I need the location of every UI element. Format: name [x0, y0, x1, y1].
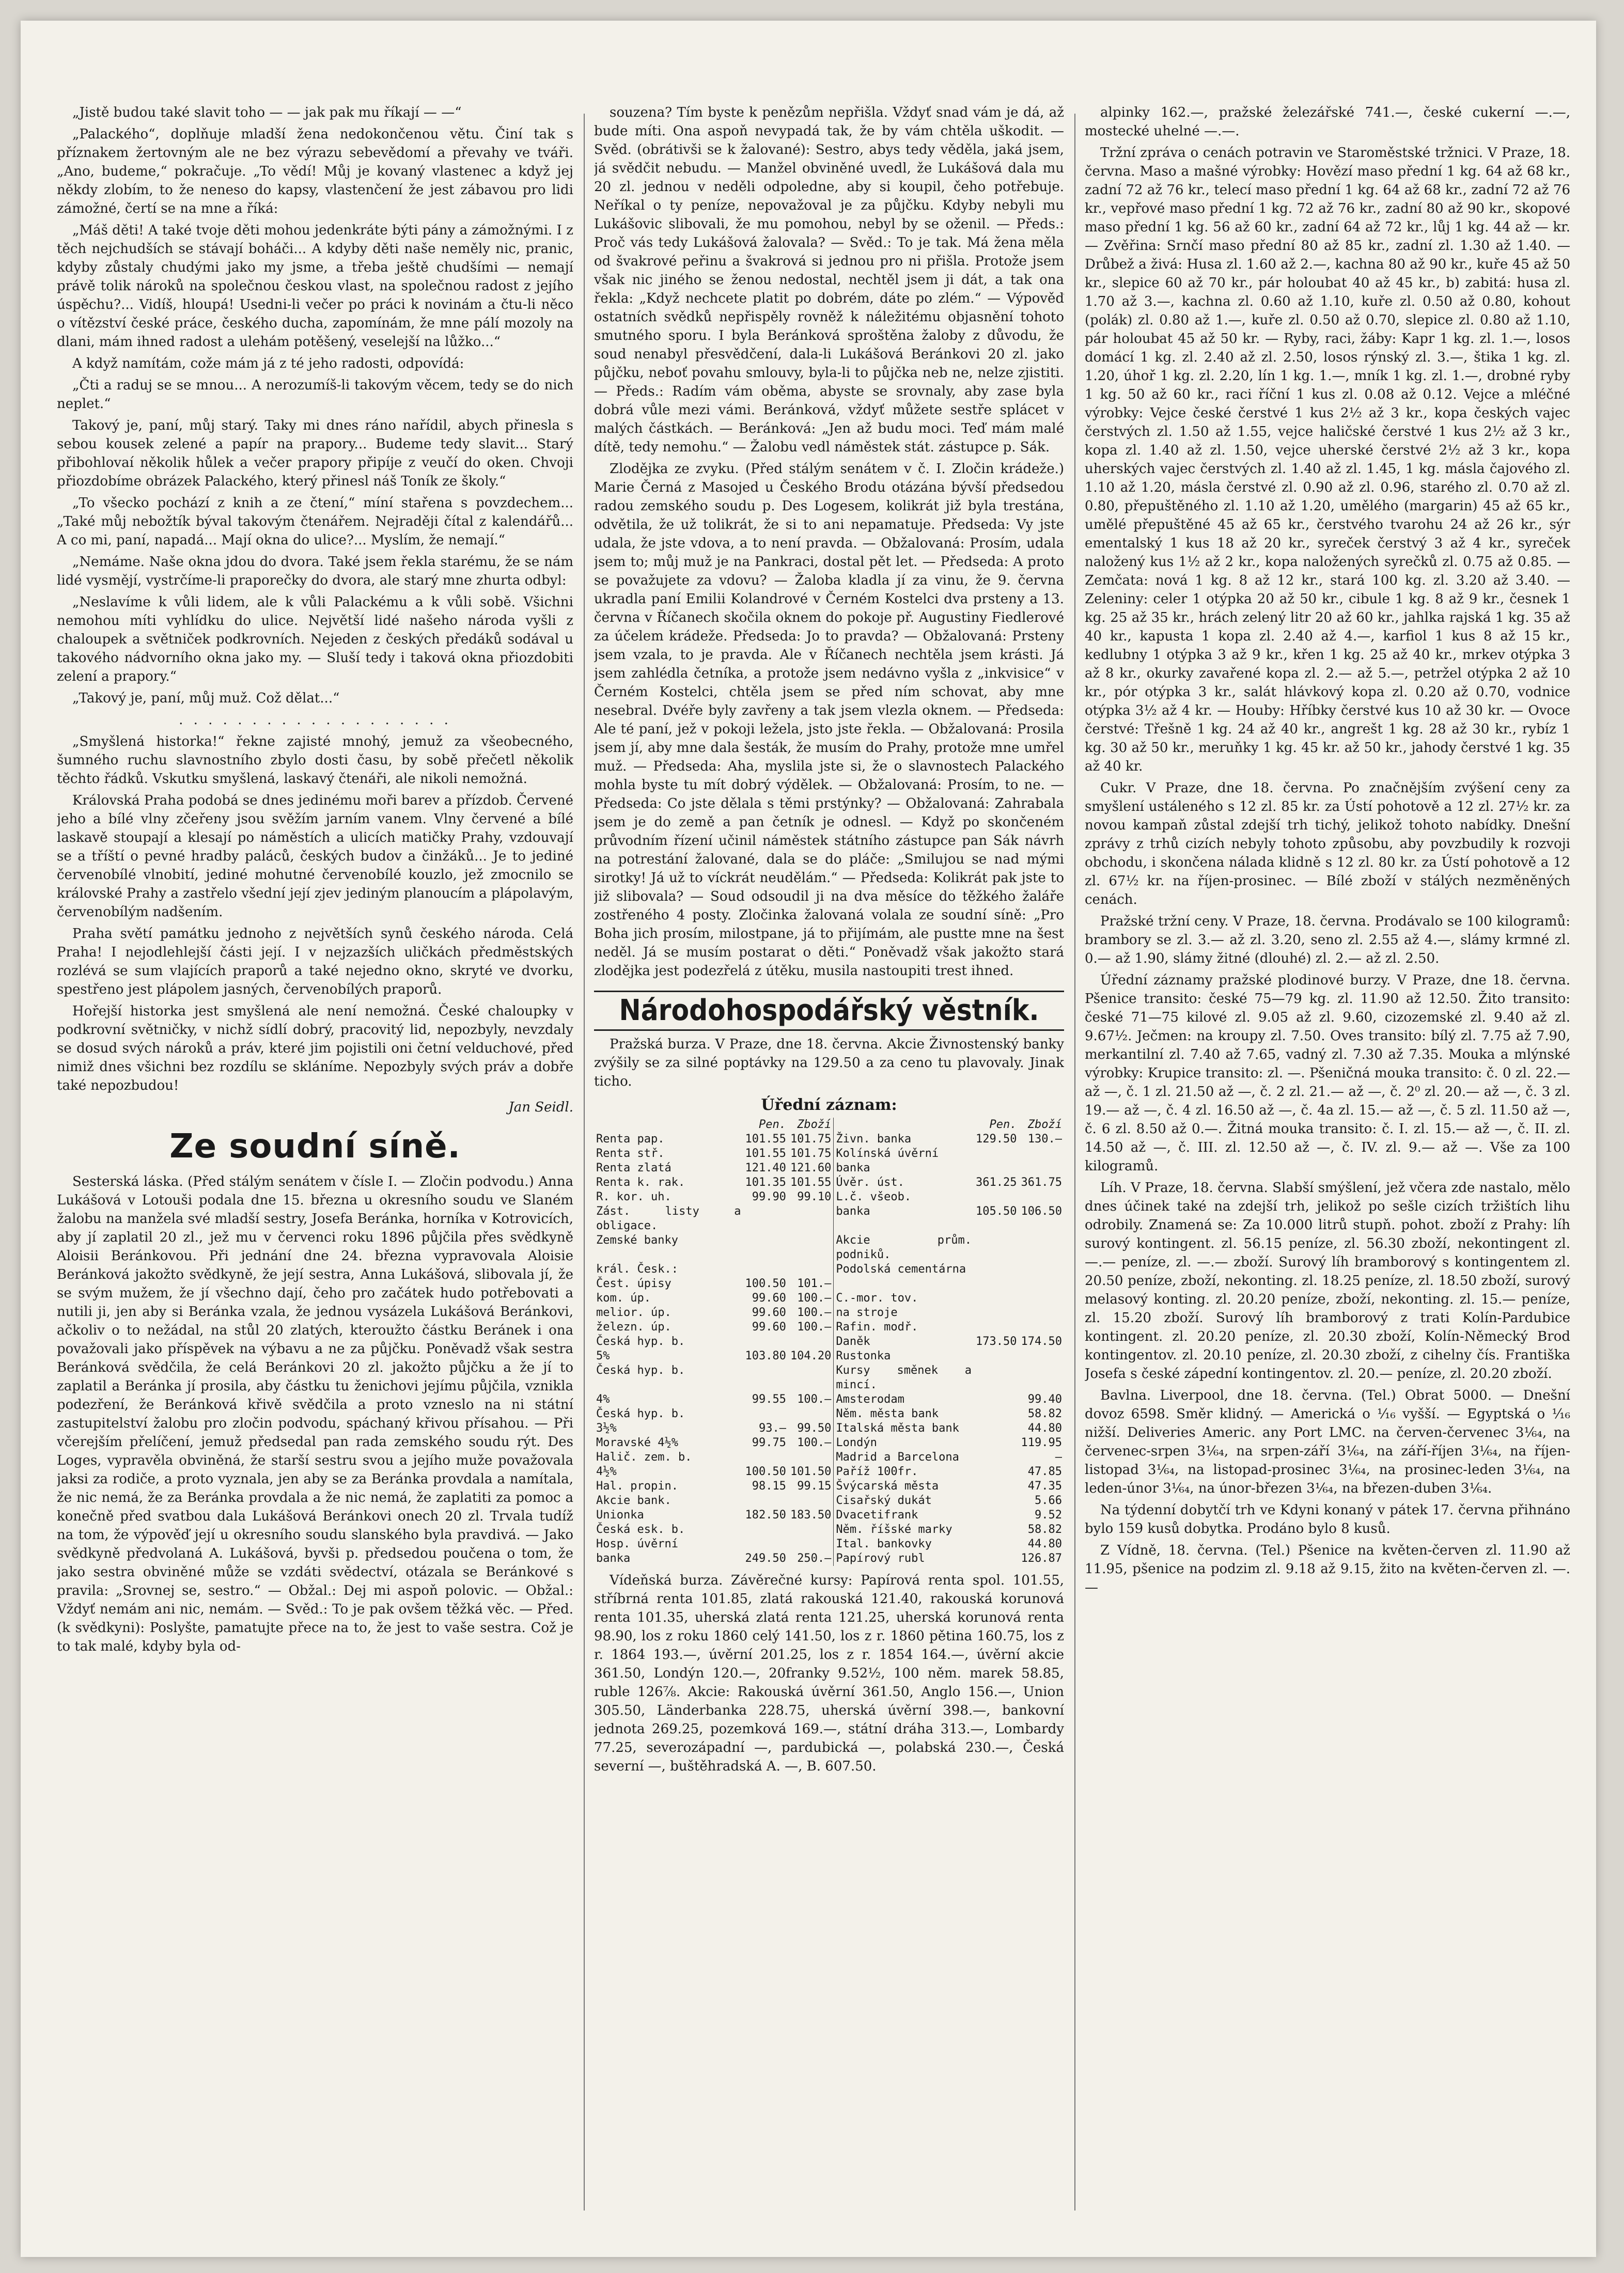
- table-cell: 106.50: [1021, 1205, 1062, 1218]
- table-row: [594, 1494, 1064, 1508]
- table-cell: 101.75: [790, 1133, 832, 1146]
- table-row: [594, 1523, 1064, 1537]
- column-middle: [594, 103, 1064, 2216]
- table-row: [594, 1450, 1064, 1465]
- table-row: [594, 1161, 1064, 1175]
- table-cell: 121.60: [790, 1162, 832, 1174]
- paragraph: Hořejší historka jest smyšlená ale není nemožná. České chaloupky v podkrovní světničky, v nichž sídlí dobrý, pracovitý lid, nepozbyly, nevzdaly se dosud svých nároků a práv, které jim pojistili oni četní velduchové, před nimiž dnes všichni bez rozdílu se skláníme. Nepozbyly svých práv a dobře také nepozbudou!: [57, 1004, 573, 1093]
- table-cell: 100.50: [745, 1277, 786, 1290]
- table-cell: [974, 1494, 1019, 1508]
- table-cell: 5.66: [1035, 1494, 1062, 1507]
- table-cell: [743, 1450, 788, 1465]
- table-cell: železn. úp.: [596, 1321, 672, 1334]
- table-cell: [743, 1523, 788, 1537]
- table-cell: Akcie bank.: [596, 1494, 672, 1507]
- table-cell: 47.35: [1027, 1480, 1062, 1493]
- table-cell: [743, 1363, 788, 1392]
- table-header-cell: [594, 1118, 743, 1132]
- table-cell: R. kor. uh.: [596, 1190, 672, 1203]
- table-cell: kom. úp.: [596, 1292, 651, 1305]
- table-cell: 100.—: [797, 1436, 832, 1449]
- table-cell: [974, 1407, 1019, 1421]
- table-cell: 99.60: [752, 1306, 786, 1319]
- table-cell: 103.80: [745, 1350, 786, 1362]
- table-cell: [743, 1335, 788, 1349]
- paragraph: Praha světí památku jednoho z největších synů českého národa. Celá Praha! I nejodlehlejší části její. I v nejzazších uličkách předměstských rozlévá se sum vlajících praporů a také nejedno okno, skryté ve dvorku, spestřeno jest plápolem jasných, červenobílých praporů.: [57, 926, 573, 997]
- table-cell: [974, 1465, 1019, 1479]
- table-cell: 182.50: [745, 1509, 786, 1522]
- table-row: [594, 1190, 1064, 1204]
- paragraph: „Palackého“, doplňuje mladší žena nedokončenou větu. Činí tak s příznakem žertovným ale ne bez výrazu sebevědomí a převahy ve tváři. „Ano, budeme,“ pokračuje. „To vědí! Můj je kovaný vlastenec a když jej někdy zlobím, to že neneso do kapsy, vlastenčení že jest zábavou pro lidi zámožné, čertí se na mne a říká:: [57, 127, 573, 216]
- table-cell: Čest. úpisy: [596, 1277, 672, 1290]
- table-cell: na stroje: [834, 1306, 974, 1320]
- table-cell: 99.90: [752, 1190, 786, 1203]
- table-cell: L.č. všeob.: [834, 1190, 974, 1204]
- column-rule: [584, 114, 585, 2211]
- table-cell: 58.82: [1027, 1523, 1062, 1536]
- table-row: [594, 1436, 1064, 1450]
- paragraph: alpinky 162.—, pražské železářské 741.—, české cukerní —.—, mostecké uhelné —.—.: [1085, 105, 1570, 139]
- table-row: [594, 1233, 1064, 1262]
- table-cell: 119.95: [1021, 1436, 1062, 1449]
- table-cell: [788, 1537, 834, 1551]
- table-cell: [788, 1494, 834, 1508]
- table-cell: [788, 1407, 834, 1421]
- table-cell: Renta stř.: [596, 1147, 665, 1160]
- table-cell: Renta k. rak.: [596, 1176, 685, 1189]
- paragraph: „Neslavíme k vůli lidem, ale k vůli Palackému a k vůli sobě. Všichni nemohou míti vyhlídku do ulice. Největší lidé našeho národa vyšli z chaloupek a světniček podkrovních. Nejeden z českých předáků sodával u takového nádvorního okna jako my. — Sluší tedy i taková okna přiozdobiti zelení a prapory.“: [57, 594, 573, 684]
- table-cell: 99.75: [752, 1436, 786, 1449]
- table-cell: 44.80: [1027, 1422, 1062, 1435]
- paragraph: Pražské tržní ceny. V Praze, 18. června. Prodávalo se 100 kilogramů: brambory se zl. 3.— až zl. 3.20, seno zl. 2.55 až 4.—, slámy krmné zl. 0.— až 1.90, slámy žitné (dlouhé) zl. 2.— až zl. 2.50.: [1085, 914, 1570, 966]
- table-row: [594, 1349, 1064, 1363]
- table-cell: [974, 1306, 1019, 1320]
- table-cell: [1019, 1291, 1065, 1306]
- table-cell: Úvěr. úst.: [834, 1175, 974, 1190]
- table-cell: 101.55: [790, 1176, 832, 1189]
- table-cell: Rustonka: [834, 1349, 974, 1363]
- table-cell: 100.—: [797, 1393, 832, 1406]
- table-cell: [974, 1262, 1019, 1277]
- table-row: [594, 1363, 1064, 1392]
- paragraph: Cukr. V Praze, dne 18. června. Po značnějším zvýšení ceny za smyšlení ustáleného s 12 zl. 85 kr. za Ústí pohotově a 12 zl. 27½ kr. za novou kampaň zůstal zdejší trh tichý, jelikož tohoto nabídky. Dnešní zprávy z trhů cizích nebyly tohoto způsobu, aby povzbudily k rozvoji obchodu, i skončena nálada klidně s 12 zl. 80 kr. za Ústí pohotově a 12 zl. 67½ kr. na říjen-prosinec. — Bílé zboží v stálých nezměněných cenách.: [1085, 780, 1570, 907]
- table-cell: 101.55: [745, 1133, 786, 1146]
- paragraph: Bavlna. Liverpool, dne 18. června. (Tel.) Obrat 5000. — Dnešní dovoz 6598. Směr klidný. — Americká o ⅟₁₆ vyšší. — Egyptská o ⅟₁₆ nižší. Deliveries Americ. any Port LMC. na červen-červenec 3⅟₆₄, na červenec-srpen 3⅟₆₄, na srpen-září 3⅟₆₄, na září-říjen 3⅟₆₄, na říjen-listopad 3⅟₆₄, na listopad-prosinec 3⅟₆₄, na prosinec-leden 3⅟₆₄, na leden-únor 3⅟₆₄, na únor-březen 3⅟₆₄, na březen-duben 3⅟₆₄.: [1085, 1388, 1570, 1496]
- table-cell: Renta pap.: [596, 1133, 665, 1146]
- table-cell: [1019, 1320, 1065, 1335]
- table-cell: 100.—: [797, 1306, 832, 1319]
- table-cell: [974, 1508, 1019, 1523]
- table-cell: 44.80: [1027, 1538, 1062, 1550]
- table-cell: Něm. města bank: [834, 1407, 974, 1421]
- table-cell: 101.50: [790, 1465, 832, 1478]
- table-cell: [974, 1291, 1019, 1306]
- newspaper-page: [21, 21, 1596, 2257]
- paragraph: „Smyšlená historka!“ řekne zajisté mnohý, jemuž za všeobecného, šumného ruchu slavnostního zbylo dosti času, by sobě přečetl několik těchto řádků. Vskutku smyšlená, laskavý čtenáři, ale nikoli nemožná.: [57, 734, 573, 787]
- table-cell: Cisařský dukát: [834, 1494, 974, 1508]
- column-rule: [1074, 114, 1075, 2211]
- table-cell: [974, 1479, 1019, 1494]
- table-cell: 99.50: [797, 1422, 832, 1435]
- table-cell: [743, 1494, 788, 1508]
- table-row: [594, 1204, 1064, 1233]
- table-cell: Ital. bankovky: [834, 1537, 974, 1551]
- table-cell: Česká hyp. b.: [596, 1364, 685, 1377]
- table-row: [594, 1508, 1064, 1523]
- table-cell: [974, 1349, 1019, 1363]
- table-cell: [788, 1335, 834, 1349]
- table-row: [594, 1175, 1064, 1190]
- table-cell: 101.—: [797, 1277, 832, 1290]
- table-cell: Kursy směnek a mincí.: [834, 1363, 974, 1392]
- table-cell: [974, 1161, 1019, 1175]
- table-cell: 173.50: [976, 1335, 1017, 1348]
- paragraph: „To všecko pochází z knih a ze čtení,“ míní stařena s povzdechem... „Také můj nebožtík býval takovým čtenářem. Nejraději čítal z kalendářů... A co mi, paní, napadá... Mají okna do ulice?... Myslím, že nemají.“: [57, 495, 573, 548]
- table-cell: [974, 1320, 1019, 1335]
- table-cell: Hal. propin.: [596, 1480, 678, 1493]
- table-row: [594, 1306, 1064, 1320]
- paragraph: Na týdenní dobytčí trh ve Kdyni konaný v pátek 17. června přihnáno bylo 159 kusů dobytka. Prodáno bylo 8 kusů.: [1085, 1502, 1570, 1537]
- table-cell: [974, 1277, 1019, 1291]
- table-cell: [974, 1363, 1019, 1392]
- table-cell: [788, 1363, 834, 1392]
- table-cell: 100.50: [745, 1465, 786, 1478]
- paragraph: „Čti a raduj se se mnou... A nerozumíš-li takovým věcem, tedy se do nich neplet.“: [57, 378, 573, 412]
- official-record-heading: Úřední záznam:: [761, 1096, 897, 1114]
- table-cell: Paříž 100fr.: [834, 1465, 974, 1479]
- table-cell: Daněk: [834, 1335, 974, 1349]
- paragraph: Z Vídně, 18. června. (Tel.) Pšenice na květen-červen zl. 11.90 až 11.95, pšenice na podzim zl. 9.18 až 9.15, žito na květen-červen zl. —.—: [1085, 1543, 1570, 1595]
- table-cell: [788, 1450, 834, 1465]
- table-cell: Zemské banky: [596, 1234, 678, 1247]
- table-cell: 174.50: [1021, 1335, 1062, 1348]
- table-row: [594, 1132, 1064, 1147]
- table-cell: —: [1055, 1451, 1062, 1464]
- table-header-cell: [834, 1118, 974, 1132]
- table-cell: 99.10: [797, 1190, 832, 1203]
- table-row: [594, 1537, 1064, 1551]
- paragraph: A když namítám, cože mám já z té jeho radosti, odpovídá:: [72, 356, 464, 371]
- table-cell: [974, 1537, 1019, 1551]
- table-row: [594, 1407, 1064, 1421]
- table-cell: 100.—: [797, 1292, 832, 1305]
- table-cell: 3½%: [596, 1422, 617, 1435]
- table-cell: 361.75: [1021, 1176, 1062, 1189]
- paragraph: Královská Praha podobá se dnes jedinému moři barev a přízdob. Červené jeho a bílé vlny zčeřeny jsou svěžím jarním vanem. Vlny červené a bílé laskavě stoupají a klesají po náměstích a ulicích matičky Prahy, vzdouvají se a tříští o pevné hradby paláců, českých budov a činžáků... Je to jediné červenobílé vlnobití, jediné mohutné červenobílé kouzlo, jež zmocnilo se královské Prahy a zastřelo všední její zjev jediným planoucím a plápolavým, červenobílým nadšením.: [57, 793, 573, 920]
- table-header-cell: Pen.: [989, 1118, 1017, 1131]
- table-cell: 129.50: [976, 1133, 1017, 1146]
- table-cell: 4%: [596, 1393, 610, 1406]
- column-left: [57, 103, 573, 2216]
- table-cell: banka: [596, 1552, 631, 1565]
- table-cell: 121.40: [745, 1162, 786, 1174]
- author-signature: Jan Seidl.: [508, 1100, 573, 1115]
- table-cell: [743, 1537, 788, 1551]
- paragraph: „Jistě budou také slavit toho — — jak pak mu říkají — —“: [72, 105, 462, 120]
- table-header-row: [594, 1118, 1064, 1132]
- table-cell: [788, 1523, 834, 1537]
- paragraph: Zlodějka ze zvyku. (Před stálým senátem v č. I. Zločin krádeže.) Marie Černá z Masojed u Českého Brodu otázána bývší předsedou radou zemského soudu p. Des Logesem, kolikrát již byla trestána, odvětila, že už tolikrát, že si to ani nepamatuje. Předseda: Vy jste udala, že jste vdova, a to není pravda. — Obžalovaná: Prosím, udala jsem to; můj muž je na Pankraci, dostal pět let. — Předseda: A proto se považujete za vdovu? — Žaloba kladla jí za vinu, že 9. června ukradla paní Emilii Kolandrové v Černém Kostelci dva prsteny a 13. června v Říčanech skočila oknem do pokoje př. Augustiny Fiedlerové za účelem krádeže. Předseda: Jo to pravda? — Obžalovaná: Prsteny jsem vzala, to je pravda. Ale v Říčanech nechtěla jsem krásti. Já jsem zahlédla četníka, a protože jsem nedávno vyšla z „inkvisice“ v Černém Kostelci, chtěla jsem se před ním schovat, aby mne nesebral. Dvéře byly zavřeny a tak jsem vlezla oknem. — Předseda: Ale té paní, jež v pokoji ležela, jsto jste řekla. — Obžalovaná: Prosila jsem jí, aby mne dala šesták, že musím do Prahy, protože mne umřel muž. — Předseda: Aha, myslila jste si, že o slavnostech Palackého mohla byste tu mít dobrý výdělek. — Obžalovaná: Prosím, to ne. — Předseda: Co jste dělala s těmi prstýnky? — Obžalovaná: Zahrabala jsem je do země a pan četník je odnesl. — Když po skončeném průvodním řízení učinil náměstek státního zástupce pan Sák návrh na potrestání žalované, dala se do pláče: „Smilujou se nad mými sirotky! Já už to víckrát neudělám.“ — Předseda: Kolikrát pak jste to již slibovala? — Soud odsoudil ji na dva měsíce do těžkého žaláře zostřeného 4 posty. Zločinka žalovaná volala ze soudní síně: „Pro Boha jich prosím, milostpane, já to přijímám, ale pustte mne na šest neděl. Já se musím postarat o děti.“ Poněvadž však jakožto stará zlodějka jest podezřelá z útěku, musila nastoupiti trest ihned.: [594, 461, 1064, 979]
- table-cell: [788, 1233, 834, 1262]
- paragraph: „Nemáme. Naše okna jdou do dvora. Také jsem řekla starému, že se nám lidé vysmějí, vystrčíme-li praporečky do dvora, ale starý mne zhurta odbyl:: [57, 554, 573, 588]
- table-cell: [788, 1204, 834, 1233]
- table-cell: [1019, 1147, 1065, 1161]
- table-cell: [1019, 1363, 1065, 1392]
- table-cell: [974, 1392, 1019, 1407]
- table-cell: 47.85: [1027, 1465, 1062, 1478]
- paragraph: Vídeňská burza. Závěrečné kursy: Papírová renta spol. 101.55, stříbrná renta 101.85, zlatá rakouská 121.40, rakouská korunová renta 101.35, uherská zlatá renta 121.25, uherská korunová renta 98.90, los z roku 1860 celý 141.50, los z r. 1860 pětina 160.75, los z r. 1864 193.—, úvěrní 201.25, los z r. 1854 164.—, úvěrní akcie 361.50, Londýn 120.—, 20franky 9.52½, 100 něm. marek 58.85, ruble 126⅞. Akcie: Rakouská úvěrní 361.50, Anglo 156.—, Union 305.50, Länderbanka 228.75, uherská úvěrní 398.—, bankovní jednota 269.25, pozemková 169.—, státní dráha 313.—, Lombardy 77.25, severozápadní —, pardubická —, polabská 230.—, Česká severní —, buštěhradská A. —, B. 607.50.: [594, 1573, 1064, 1774]
- table-cell: 249.50: [745, 1552, 786, 1565]
- table-cell: Česká esk. b.: [596, 1523, 685, 1536]
- table-cell: [1019, 1262, 1065, 1277]
- table-cell: Kolínská úvěrní: [834, 1147, 974, 1161]
- table-cell: C.-mor. tov.: [834, 1291, 974, 1306]
- table-row: [594, 1291, 1064, 1306]
- table-cell: Papírový rubl: [834, 1551, 974, 1566]
- table-row: [594, 1465, 1064, 1479]
- column-right: [1085, 103, 1570, 2216]
- table-cell: 99.40: [1027, 1393, 1062, 1406]
- table-cell: [974, 1436, 1019, 1450]
- paragraph: Úřední záznamy pražské plodinové burzy. V Praze, dne 18. června. Pšenice transito: české 75—79 kg. zl. 11.90 až 12.50. Žito transito: české 71—75 kilové zl. 9.05 až zl. 9.60, cizozemské zl. 9.40 až zl. 9.67½. Ječmen: na kroupy zl. 7.50. Oves transito: bílý zl. 7.75 až 7.90, merkantilní zl. 7.40 až 7.65, vadný zl. 7.30 až 7.35. Mouka a mlýnské výrobky: Krupice transito: zl. —. Pšeničná mouka transito: č. 0 zl. 22.— až —, č. 1 zl. 21.50 až —, č. 2 zl. 21.— až —, č. 2⁰ zl. 20.— až —, č. 3 zl. 19.— až —, č. 4 zl. 16.50 až —, č. 4a zl. 15.— až —, č. 5 zl. 11.50 až —, č. 6 zl. 8.50 až 0.—. Žitná mouka transito: č. I. zl. 15.— až —, č. II. zl. 14.50 až —, č. III. zl. 12.50 až —, č. IV. zl. 9.— až —. Vše za 100 kilogramů.: [1085, 973, 1570, 1174]
- paragraph: Líh. V Praze, 18. června. Slabší smýšlení, jež včera zde nastalo, mělo dnes účinek také na zdejší trh, jelikož po sešle cizích tržištích lihu odrobily. Znamená se: Za 10.000 litrů stupň. pohot. zboží z Prahy: líh surový kontingent. zl. 56.15 peníze, zl. 56.30 zboží, nekontingent zl. —.— peníze, zl. —.— zboží. Surový líh bramborový s kontingentem zl. 20.50 peníze, zboží, nekonting. zl. 18.25 peníze, zl. 18.50 zboží, surový melasový konting. zl. 20.20 peníze, zboží, nekonting. zl. 15.— peníze, zl. 15.20 zboží. Surový líh bramborový z trati Kolín-Pardubice kontingent. zl. 20.20 peníze, zl. 20.30 zboží, Kolín-Německý Brod kontingentov. zl. 20.10 peníze, zl. 20.30 zboží, z cihelny čís. Františka Josefa s české zápední kontingentov. zl. 20.— peníze, zl. 20.20 zboží.: [1085, 1180, 1570, 1382]
- table-cell: [974, 1233, 1019, 1262]
- table-cell: 104.20: [790, 1350, 832, 1362]
- table-cell: melior. úp.: [596, 1306, 672, 1319]
- table-row: [594, 1262, 1064, 1277]
- table-cell: Něm. říšské marky: [834, 1523, 974, 1537]
- table-row: [594, 1335, 1064, 1349]
- paragraph: Sesterská láska. (Před stálým senátem v čísle I. — Zločin podvodu.) Anna Lukášová v Lotouši podala dne 15. března u okresního soudu ve Slaném žalobu na manžela své mladší sestry, Josefa Beránka, horníka v Kotrovicích, aby jí zaplatil 20 zl., jež mu v červenci roku 1896 půjčila přes svědkyně Aloisii Beránkovou. Při jednání dne 24. března vypravovala Aloisie Beránková jakožto svědkyně, že její sestra, Anna Lukášová, slibovala jí, že se svým mužem, že jí všechno dají, čeho pro začátek hudo potřebovati a nutili ji, jen aby si Beránka vzala, že jednou vysázela Lukášová Beránkovi, ačkoliv o to nežádal, na stůl 20 zlatých, kteroužto částku Beránek i ona považovali jako příspěvek na výbavu a ne za půjčku. Poněvadž však sestra Beránková svědčila, že celá Beránkovi 20 zl. jakožto půjčku a že jí to zaplatil a Beránka jí prosila, aby částku tu ženichovi jejímu půjčila, vznikla podezření, že Beránková křivě svědčila a proto vzneslo na ni státní zastupitelství žalobu pro zločin podvodu, spáchaný křivou přísahou. — Při včerejším přelíčení, jemuž předsedal pan rada zemského soudu rýt. Des Loges, vypravěla obviněná, že starší sestru svou a jejího muže považovala jaksi za rodiče, a proto vyznala, jen aby se za Beránka provdala a namítala, že nic nemá, že za Beránka provdala a že nic nemá, že zaplatiti za pomoc a konečně před svatbou dala Lukášová Beránkovi onech 20 zl. Trvala tudíž na tom, že výpověď její u okresního soudu slanského byla pravdivá. — Jako svědkyně předvolaná A. Lukášová, byvši p. předsedou poučena o tom, že jako sestra obviněné může se vzdáti svědectví, otázala se Beránkové s pravila: „Srovnej se, sestro.“ — Obžal.: Dej mi aspoň polovic. — Obžal.: Vždyť nemám ani nic, nemám. — Svěd.: To je pak ovšem těžká věc. — Před. (k svědkyni): Poslyšte, pamatujte přece na to, že jest to vaše sestra. Což je to tak malé, kdyby byla od-: [57, 1174, 573, 1654]
- table-row: [594, 1277, 1064, 1291]
- economic-bulletin-title: Národohospodářský věstník.: [594, 991, 1064, 1031]
- table-cell: [1019, 1233, 1065, 1262]
- exchange-table: [594, 1118, 1064, 1566]
- table-row: [594, 1421, 1064, 1436]
- table-cell: [1019, 1306, 1065, 1320]
- table-cell: [743, 1407, 788, 1421]
- table-cell: 361.25: [976, 1176, 1017, 1189]
- table-cell: 101.35: [745, 1176, 786, 1189]
- table-cell: [1019, 1161, 1065, 1175]
- table-cell: banka: [834, 1161, 974, 1175]
- table-cell: Madrid a Barcelona: [834, 1450, 974, 1465]
- table-header-cell: Zboží: [797, 1118, 832, 1131]
- table-cell: banka: [834, 1204, 974, 1233]
- table-header-cell: Pen.: [758, 1118, 786, 1131]
- table-cell: Hosp. úvěrní: [596, 1538, 678, 1550]
- table-cell: král. Česk.:: [596, 1263, 678, 1276]
- table-cell: [1019, 1277, 1065, 1291]
- table-row: [594, 1392, 1064, 1407]
- table-cell: 99.55: [752, 1393, 786, 1406]
- table-cell: Česká hyp. b.: [596, 1335, 685, 1348]
- table-cell: [974, 1190, 1019, 1204]
- table-cell: Švýcarská města: [834, 1479, 974, 1494]
- table-row: [594, 1147, 1064, 1161]
- table-cell: 93.—: [758, 1422, 786, 1435]
- table-cell: [974, 1147, 1019, 1161]
- table-cell: 99.60: [752, 1292, 786, 1305]
- table-cell: [974, 1450, 1019, 1465]
- separator-dots: . . . . . . . . . . . . . . . . . . .: [179, 712, 451, 728]
- table-cell: Podolská cementárna: [834, 1262, 974, 1277]
- table-cell: 98.15: [752, 1480, 786, 1493]
- table-row: [594, 1320, 1064, 1335]
- table-cell: Akcie prům. podniků.: [834, 1233, 974, 1262]
- table-cell: Londýn: [834, 1436, 974, 1450]
- paragraph: Tržní zpráva o cenách potravin ve Staroměstské tržnici. V Praze, 18. června. Maso a mašné výrobky: Hovězí maso přední 1 kg. 64 až 68 kr., zadní 72 až 76 kr., telecí maso přední 1 kg. 64 až 68 kr., zadní 72 až 76 kr., vepřové maso přední 1 kg. 72 až 76 kr., zadní 80 až 90 kr., skopové maso přední 1 kg. 56 až 60 kr., zadní 64 až 72 kr., lůj 1 kg. 44 až — kr. — Zvěřina: Srnčí maso přední 80 až 85 kr., zadní zl. 1.30 až 1.40. — Drůbež a živá: Husa zl. 1.60 až 2.—, kachna 80 až 90 kr., kuře 45 až 50 kr., slepice 60 až 70 kr., pár holoubat 40 až 45 kr., b) zabitá: husa zl. 1.70 až 3.—, kachna zl. 0.60 až 1.10, kuře zl. 0.50 až 0.80, kohout (polák) zl. 0.80 až 1.—, kuře zl. 0.50 až 0.70, slepice zl. 0.80 až 1.10, pár holoubat 45 až 50 kr. — Ryby, raci, žáby: Kapr 1 kg. zl. 1.—, losos domácí 1 kg. zl. 2.40 až zl. 2.50, losos rýnský zl. 3.—, štika 1 kg. zl. 1.20, úhoř 1 kg. zl. 2.20, lín 1 kg. 1.—, mník 1 kg. zl. 1.—, drobné ryby 1 kg. 50 až 60 kr., raci říční 1 kus zl. 0.08 až 0.12. Vejce a mléčné výrobky: Vejce české čerstvé 1 kus 2½ až 3 kr., kopa českých vajec čerstvých zl. 1.50 až 1.55, vejce haličské čerstvé 1 kus 2½ až 3 kr., kopa zl. 1.40 až zl. 1.50, vejce uherské čerstvé 2½ až 3 kr., kopa uherských vajec čerstvých zl. 1.40 až zl. 1.45, 1 kg. másla čajového zl. 1.10 až 1.20, másla čerstvé zl. 0.90 až zl. 0.96, starého zl. 0.70 až zl. 0.80, přepuštěného zl. 1.10 až 1.20, umělého (margarin) 45 až 65 kr., umělé přepuštěné 45 až 65 kr., čerstvého tvarohu 24 až 26 kr., sýr ementalský 1 kus 18 až 20 kr., syreček čerstvý 3 až 4 kr., syreček naložený kus 1½ až 2 kr., kopa naložených syrečků zl. 0.75 až 0.85. — Zemčata: nová 1 kg. 8 až 12 kr., stará 100 kg. zl. 3.20 až 3.40. — Zeleniny: celer 1 otýpka 20 až 50 kr., cibule 1 kg. 8 až 9 kr., česnek 1 kg. 25 až 35 kr., hrách zelený litr 20 až 60 kr., jahlka rajská 1 kg. 35 až 40 kr., kapusta 1 kopa zl. 2.40 až 4.—, karfiol 1 kus 8 až 15 kr., kedlubny 1 otýpka 3 až 9 kr., křen 1 kg. 25 až 40 kr., mrkev otýpka 3 až 8 kr., okurky zavařené kopa zl. 2.— až 5.—, petržel otýpka 2 až 10 kr., pór otýpka 3 kr., salát hlávkový kopa zl. 0.20 až 0.70, vodnice otýpka 3½ až 4 kr. — Houby: Hříbky čerstvé kus 10 až 30 kr. — Ovoce čerstvé: Třešně 1 kg. 24 až 40 kr., angrešt 1 kg. 28 až 30 kr., rybíz 1 kg. 30 až 50 kr., meruňky 1 kg. 45 kr. až 50 kr., jahody čerstvé 1 kg. 35 až 40 kr.: [1085, 145, 1570, 774]
- table-cell: [1019, 1349, 1065, 1363]
- paragraph: Pražská burza. V Praze, dne 18. června. Akcie Živnostenský banky zvýšily se za silné poptávky na 129.50 a za ceno tu plavovaly. Jinak ticho.: [594, 1037, 1064, 1089]
- table-cell: [1019, 1190, 1065, 1204]
- table-cell: 9.52: [1035, 1509, 1062, 1522]
- table-cell: [974, 1551, 1019, 1566]
- table-cell: Amsterodam: [834, 1392, 974, 1407]
- table-cell: 250.—: [797, 1552, 832, 1565]
- table-cell: Italská města bank: [834, 1421, 974, 1436]
- table-cell: 101.75: [790, 1147, 832, 1160]
- table-cell: 99.60: [752, 1321, 786, 1334]
- table-row: [594, 1551, 1064, 1566]
- table-cell: Zást. listy a obligace.: [596, 1205, 741, 1232]
- table-cell: Dvacetifrank: [834, 1508, 974, 1523]
- table-cell: [743, 1204, 788, 1233]
- table-cell: Renta zlatá: [596, 1162, 672, 1174]
- table-cell: Halič. zem. b.: [596, 1451, 692, 1464]
- table-cell: [788, 1262, 834, 1277]
- table-cell: 105.50: [976, 1205, 1017, 1218]
- table-cell: 183.50: [790, 1509, 832, 1522]
- table-cell: 4½%: [596, 1465, 617, 1478]
- table-cell: [743, 1233, 788, 1262]
- table-cell: Česká hyp. b.: [596, 1407, 685, 1420]
- table-cell: [743, 1262, 788, 1277]
- table-row: [594, 1479, 1064, 1494]
- table-header-cell: Zboží: [1027, 1118, 1062, 1131]
- paragraph: Takový je, paní, můj starý. Taky mi dnes ráno nařídil, abych přinesla s sebou kousek zelené a papír na prapory... Budeme tedy slavit... Starý přibohlovaí několik hůlek a večer prapory připíje z veučí do oken. Chvoji přiozdobíme obrázek Palackého, který přinesl náš Toník ze školy.“: [57, 418, 573, 489]
- paragraph: „Máš děti! A také tvoje děti mohou jedenkráte býti pány a zámožnými. I z těch nejchudších se stávají boháči... A kdyby děti naše neměly nic, pranic, kdyby zůstaly chudými jako my jsme, a třeba ještě chudšími — nemají právě tolik nároků na společnou českou vlast, na společnou radost z jejího úspěchu?... Vidíš, hloupá! Usedni-li večer po práci k novinám a čtu-li něco o vítězství české práce, českého ducha, zapomínám, že mne pálí mozoly na dlani, mám ihned radost a ulehám potěšený, veselejší na lůžko...“: [57, 223, 573, 350]
- table-cell: Moravské 4½%: [596, 1436, 678, 1449]
- table-cell: 101.55: [745, 1147, 786, 1160]
- table-cell: 58.82: [1027, 1407, 1062, 1420]
- table-cell: Unionka: [596, 1509, 644, 1522]
- table-cell: [974, 1523, 1019, 1537]
- table-cell: [834, 1277, 974, 1291]
- table-cell: Rafin. modř.: [834, 1320, 974, 1335]
- table-cell: 100.—: [797, 1321, 832, 1334]
- table-cell: 130.—: [1027, 1133, 1062, 1146]
- table-cell: Živn. banka: [834, 1132, 974, 1147]
- paragraph: „Takový je, paní, můj muž. Což dělat...“: [72, 691, 340, 706]
- table-cell: 99.15: [797, 1480, 832, 1493]
- court-section-title: Ze soudní síně.: [169, 1127, 461, 1166]
- paragraph: souzena? Tím byste k penězům nepřišla. Vždyť snad vám je dá, až bude míti. Ona aspoň nevypadá tak, že by vám chtěla uškodit. — Svěd. (obrátivši se k žalované): Sestro, abys tedy věděla, jaká jsem, já svědčit nebudu. — Manžel obviněné uvedl, že Lukášová dala mu 20 zl. jednou v neděli odpoledne, aby si koupil, čeho potřebuje. Neříkal o ty peníze, nepovažoval je za půjčku. Kdyby nebyli mu Lukášovic slibovali, že mu pomohou, nebyl by se oženil. — Předs.: Proč vás tedy Lukášová žalovala? — Svěd.: To je tak. Má žena měla od švakrové peřinu a švakrová si jednou pro ni přišla. Protože jsem však nic jiného se ženou nedostal, nechtěl jsem ji dát, a tak ona řekla: „Když nechcete platit po dobrém, dáte po zlém.“ — Výpověď ostatních svědků nepřispěly rovněž k náležitému objasnění tohoto smutného sporu. I byla Beránková sproštěna žaloby z důvodu, že soud nenabyl přesvědčení, dala-li Lukášová Beránkovi 20 zl. jako půjčku, neboť povahu smlouvy, byla-li to půjčka neb ne, nelze zjistiti. — Předs.: Radím vám oběma, abyste se srovnaly, aby zase byla dobrá vůle mezi vámi. Beránková, vždyť můžete sestře splácet v malých částkách. — Beránková: „Jen až budu moci. Teď mám malé dítě, tedy nemohu.“ — Žalobu vedl náměstek stát. zástupce p. Sák.: [594, 105, 1064, 455]
- table-cell: 5%: [596, 1350, 610, 1362]
- table-cell: [974, 1421, 1019, 1436]
- table-cell: 126.87: [1021, 1552, 1062, 1565]
